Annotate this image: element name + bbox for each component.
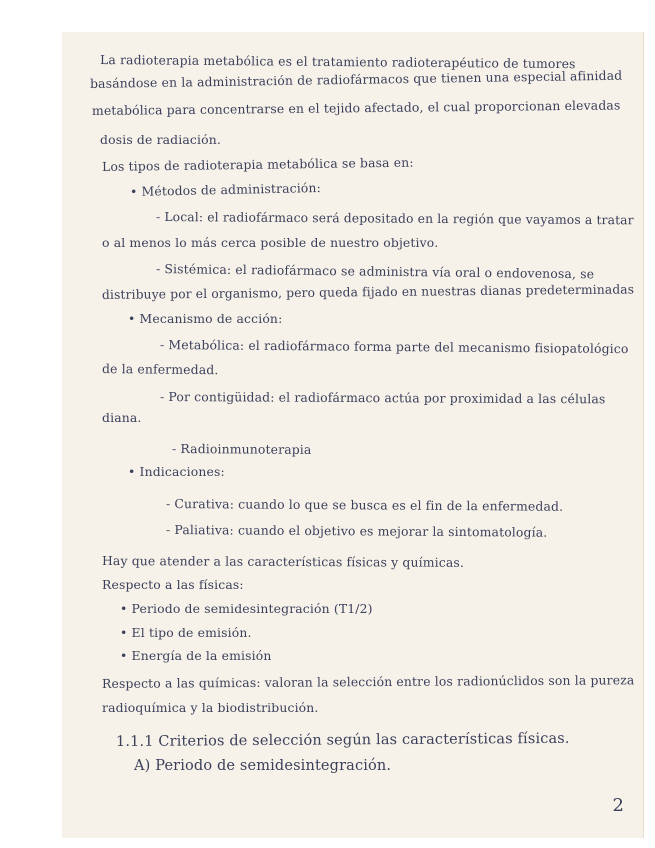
text-line: basándose en la administración de radiofármacos que tienen una especial afinidad: [89, 67, 623, 91]
text-line: - Radioinmunoterapia: [171, 441, 312, 457]
text-line: La radioterapia metabólica es el tratamiento radioterapéutico de tumores: [99, 52, 576, 72]
text-line: diana.: [102, 410, 142, 425]
text-line: metabólica para concentrarse en el tejido afectado, el cual proporcionan elevadas: [91, 97, 621, 118]
bullet-item: • El tipo de emisión.: [120, 625, 252, 640]
section-heading: 1.1.1 Criterios de selección según las características físicas.: [115, 730, 570, 750]
text-line: o al menos lo más cerca posible de nuestro objetivo.: [102, 235, 439, 250]
text-line: distribuye por el organismo, pero queda fijado en nuestras dianas predeterminadas: [101, 281, 635, 302]
page-number: 2: [612, 795, 624, 816]
text-line: Respecto a las químicas: valoran la selección entre los radionúclidos son la pureza: [101, 672, 635, 691]
notebook-page: [62, 32, 644, 838]
text-line: - Por contigüidad: el radiofármaco actúa por proximidad a las células: [159, 389, 606, 407]
text-line: radioquímica y la biodistribución.: [102, 700, 319, 715]
text-line: - Metabólica: el radiofármaco forma parte del mecanismo fisiopatológico: [159, 337, 629, 357]
text-line: Respecto a las físicas:: [102, 577, 244, 592]
text-line: - Local: el radiofármaco será depositado en la región que vayamos a tratar: [155, 209, 634, 228]
bullet-item: • Periodo de semidesintegración (T1/2): [120, 601, 373, 616]
bullet-item: • Energía de la emisión: [120, 648, 272, 663]
text-line: Hay que atender a las características físicas y químicas.: [101, 553, 465, 570]
text-line: - Paliativa: cuando el objetivo es mejorar la sintomatología.: [165, 522, 548, 540]
text-line: de la enfermedad.: [101, 361, 219, 378]
bullet-item: • Indicaciones:: [128, 464, 225, 479]
bullet-item: • Métodos de administración:: [129, 180, 322, 199]
bullet-item: • Mecanismo de acción:: [128, 311, 283, 326]
text-line: Los tipos de radioterapia metabólica se basa en:: [101, 154, 414, 174]
text-line: dosis de radiación.: [100, 132, 221, 147]
subsection-heading: A) Periodo de semidesintegración.: [134, 758, 392, 774]
text-line: - Curativa: cuando lo que se busca es el fin de la enfermedad.: [165, 496, 564, 514]
text-line: - Sistémica: el radiofármaco se administra vía oral o endovenosa, se: [155, 261, 595, 282]
